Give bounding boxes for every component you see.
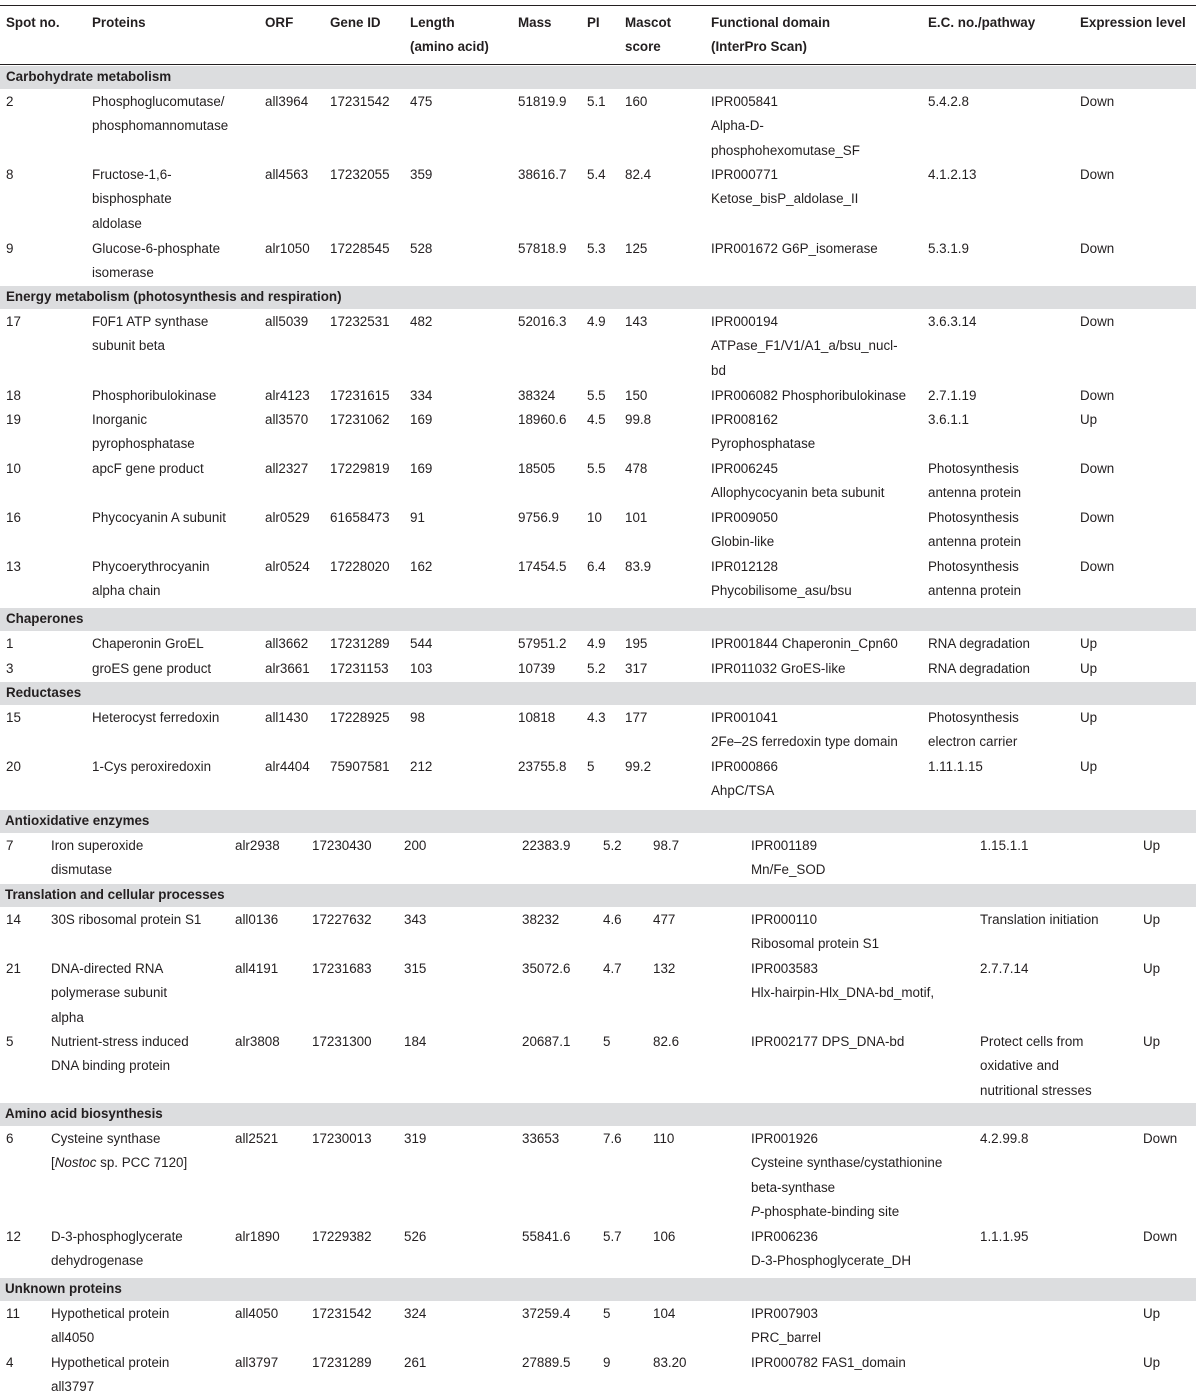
header-mascot: Mascot bbox=[625, 15, 672, 30]
ec-pathway: Photosynthesis bbox=[928, 710, 1019, 725]
functional-domain: IPR000866 bbox=[711, 759, 779, 774]
pi-value: 4.6 bbox=[603, 912, 622, 927]
ec-pathway: RNA degradation bbox=[928, 661, 1030, 676]
protein-name: dehydrogenase bbox=[51, 1253, 144, 1269]
pi-value: 10 bbox=[587, 510, 602, 525]
mascot-score-value: 99.8 bbox=[625, 412, 652, 427]
mascot-score-value: 160 bbox=[625, 94, 648, 109]
mascot-score-value: 82.4 bbox=[625, 167, 652, 182]
header-ec-pathway: E.C. no./pathway bbox=[928, 15, 1036, 30]
gene-id-value: 17231062 bbox=[330, 412, 390, 427]
ec-pathway: 1.15.1.1 bbox=[980, 838, 1029, 853]
length-value: 200 bbox=[404, 838, 427, 853]
expression-level: Up bbox=[1080, 661, 1098, 676]
functional-domain: Alpha-D- bbox=[711, 118, 764, 134]
mass-value: 51819.9 bbox=[518, 94, 567, 109]
orf-value: alr2938 bbox=[235, 838, 280, 853]
length-value: 526 bbox=[404, 1229, 427, 1244]
mass-value: 57818.9 bbox=[518, 241, 567, 256]
length-value: 475 bbox=[410, 94, 433, 109]
expression-level: Up bbox=[1080, 759, 1098, 774]
protein-name: F0F1 ATP synthase bbox=[92, 314, 209, 329]
mass-value: 55841.6 bbox=[522, 1229, 571, 1244]
protein-name: subunit beta bbox=[92, 338, 165, 354]
mascot-score-value: 101 bbox=[625, 510, 648, 525]
spot-number: 1 bbox=[6, 636, 14, 651]
length-value: 324 bbox=[404, 1306, 427, 1321]
gene-id-value: 17231683 bbox=[312, 961, 372, 976]
header-orf: ORF bbox=[265, 15, 294, 30]
gene-id-value: 17231300 bbox=[312, 1034, 372, 1049]
functional-domain: IPR001189 bbox=[751, 838, 818, 853]
pi-value: 5 bbox=[603, 1034, 611, 1049]
orf-value: alr0524 bbox=[265, 559, 310, 574]
functional-domain: PRC_barrel bbox=[751, 1330, 821, 1346]
functional-domain: D-3-Phosphoglycerate_DH bbox=[751, 1253, 912, 1269]
pi-value: 4.3 bbox=[587, 710, 606, 725]
mass-value: 52016.3 bbox=[518, 314, 567, 329]
protein-name: Fructose-1,6- bbox=[92, 167, 172, 182]
mascot-score-value: 177 bbox=[625, 710, 648, 725]
mascot-score-value: 317 bbox=[625, 661, 648, 676]
length-value: 359 bbox=[410, 167, 433, 182]
gene-id-value: 17228925 bbox=[330, 710, 390, 725]
functional-domain: IPR006245 bbox=[711, 461, 779, 476]
ec-pathway: Photosynthesis bbox=[928, 510, 1019, 525]
expression-level: Up bbox=[1143, 838, 1161, 853]
gene-id-value: 17231153 bbox=[330, 661, 389, 676]
section-title: Reductases bbox=[6, 685, 82, 700]
pi-value: 5 bbox=[603, 1306, 611, 1321]
orf-value: all5039 bbox=[265, 314, 309, 329]
mascot-score-value: 83.20 bbox=[653, 1355, 687, 1370]
protein-name: Inorganic bbox=[92, 412, 148, 427]
pi-value: 5 bbox=[587, 759, 595, 774]
mass-value: 57951.2 bbox=[518, 636, 567, 651]
ec-pathway: nutritional stresses bbox=[980, 1082, 1092, 1098]
expression-level: Down bbox=[1080, 94, 1115, 109]
spot-number: 15 bbox=[6, 710, 21, 725]
header-proteins: Proteins bbox=[92, 15, 146, 30]
protein-name: Phycocyanin A subunit bbox=[92, 510, 226, 525]
length-value: 98 bbox=[410, 710, 425, 725]
protein-name: phosphomannomutase bbox=[92, 118, 229, 134]
header-mascot-score: score bbox=[625, 39, 661, 54]
ec-pathway: 4.1.2.13 bbox=[928, 167, 977, 182]
section-title: Unknown proteins bbox=[5, 1281, 122, 1296]
gene-id-value: 17231542 bbox=[312, 1306, 372, 1321]
spot-number: 19 bbox=[6, 412, 21, 427]
mass-value: 10818 bbox=[518, 710, 556, 725]
functional-domain: Mn/Fe_SOD bbox=[751, 862, 826, 878]
gene-id-value: 17228020 bbox=[330, 559, 390, 574]
protein-name: D-3-phosphoglycerate bbox=[51, 1229, 183, 1244]
protein-name: Iron superoxide bbox=[51, 838, 144, 853]
gene-id-value: 17231542 bbox=[330, 94, 390, 109]
orf-value: all1430 bbox=[265, 710, 309, 725]
mascot-score-value: 150 bbox=[625, 388, 648, 403]
protein-name: isomerase bbox=[92, 265, 154, 281]
gene-id-value: 17229819 bbox=[330, 461, 390, 476]
orf-value: all3570 bbox=[265, 412, 309, 427]
orf-value: alr1890 bbox=[235, 1229, 280, 1244]
mass-value: 27889.5 bbox=[522, 1355, 571, 1370]
protein-name: alpha bbox=[51, 1009, 84, 1025]
section-title: Translation and cellular processes bbox=[5, 887, 225, 902]
functional-domain: IPR005841 bbox=[711, 94, 779, 109]
ec-pathway: 5.3.1.9 bbox=[928, 241, 969, 256]
protein-name: all4050 bbox=[51, 1330, 95, 1346]
spot-number: 18 bbox=[6, 388, 21, 403]
gene-id-value: 17232531 bbox=[330, 314, 390, 329]
mass-value: 17454.5 bbox=[518, 559, 567, 574]
orf-value: all2521 bbox=[235, 1131, 279, 1146]
functional-domain: IPR001041 bbox=[711, 710, 779, 725]
pi-value: 5.5 bbox=[587, 461, 606, 476]
pi-value: 7.6 bbox=[603, 1131, 622, 1146]
length-value: 169 bbox=[410, 412, 433, 427]
mascot-score-value: 132 bbox=[653, 961, 676, 976]
section-title: Energy metabolism (photosynthesis and respiration) bbox=[6, 289, 342, 304]
section-band bbox=[0, 66, 1196, 89]
functional-domain: Ribosomal protein S1 bbox=[751, 936, 880, 952]
orf-value: all3964 bbox=[265, 94, 309, 109]
length-value: 528 bbox=[410, 241, 433, 256]
pi-value: 5.5 bbox=[587, 388, 606, 403]
pi-value: 4.9 bbox=[587, 314, 606, 329]
expression-level: Down bbox=[1080, 241, 1115, 256]
header-spot-no: Spot no. bbox=[6, 15, 60, 30]
protein-name: Cysteine synthase bbox=[51, 1131, 161, 1146]
expression-level: Down bbox=[1080, 510, 1115, 525]
orf-value: all3797 bbox=[235, 1355, 279, 1370]
length-value: 162 bbox=[410, 559, 433, 574]
mascot-score-value: 110 bbox=[653, 1131, 675, 1146]
functional-domain: Ketose_bisP_aldolase_II bbox=[711, 191, 859, 207]
expression-level: Up bbox=[1080, 412, 1098, 427]
mass-value: 37259.4 bbox=[522, 1306, 571, 1321]
expression-level: Up bbox=[1143, 1355, 1161, 1370]
orf-value: all4563 bbox=[265, 167, 309, 182]
pi-value: 4.7 bbox=[603, 961, 622, 976]
section-band bbox=[0, 810, 1196, 833]
header-functional-domain: Functional domain bbox=[711, 15, 831, 30]
length-value: 91 bbox=[410, 510, 425, 525]
protein-name: dismutase bbox=[51, 862, 113, 878]
section-band bbox=[0, 682, 1196, 705]
protein-name: aldolase bbox=[92, 215, 142, 231]
gene-id-value: 61658473 bbox=[330, 510, 390, 525]
mascot-score-value: 104 bbox=[653, 1306, 676, 1321]
mascot-score-value: 195 bbox=[625, 636, 648, 651]
functional-domain: Cysteine synthase/cystathionine bbox=[751, 1155, 943, 1171]
ec-pathway: 1.1.1.95 bbox=[980, 1229, 1029, 1244]
mass-value: 18960.6 bbox=[518, 412, 567, 427]
protein-name: DNA binding protein bbox=[51, 1058, 171, 1074]
length-value: 184 bbox=[404, 1034, 427, 1049]
expression-level: Down bbox=[1080, 461, 1115, 476]
mascot-score-value: 477 bbox=[653, 912, 676, 927]
mascot-score-value: 143 bbox=[625, 314, 648, 329]
expression-level: Down bbox=[1080, 167, 1115, 182]
ec-pathway: antenna protein bbox=[928, 583, 1022, 599]
section-band bbox=[0, 608, 1196, 631]
gene-id-value: 17227632 bbox=[312, 912, 372, 927]
functional-domain: Pyrophosphatase bbox=[711, 436, 816, 452]
pi-value: 5.1 bbox=[587, 94, 606, 109]
spot-number: 17 bbox=[6, 314, 21, 329]
expression-level: Up bbox=[1143, 912, 1161, 927]
header-length-unit: (amino acid) bbox=[410, 39, 489, 54]
section-title: Antioxidative enzymes bbox=[5, 813, 150, 828]
spot-number: 10 bbox=[6, 461, 21, 476]
functional-domain: IPR011032 GroES-like bbox=[711, 661, 846, 676]
mascot-score-value: 106 bbox=[653, 1229, 676, 1244]
functional-domain: IPR012128 bbox=[711, 559, 779, 574]
spot-number: 11 bbox=[6, 1306, 20, 1321]
spot-number: 13 bbox=[6, 559, 21, 574]
ec-pathway: electron carrier bbox=[928, 734, 1018, 750]
ec-pathway: Translation initiation bbox=[980, 912, 1099, 927]
spot-number: 12 bbox=[6, 1229, 21, 1244]
protein-name: Heterocyst ferredoxin bbox=[92, 710, 220, 725]
spot-number: 16 bbox=[6, 510, 21, 525]
mass-value: 38324 bbox=[518, 388, 556, 403]
expression-level: Up bbox=[1143, 1306, 1161, 1321]
gene-id-value: 17231615 bbox=[330, 388, 390, 403]
spot-number: 20 bbox=[6, 759, 21, 774]
pi-value: 5.2 bbox=[603, 838, 622, 853]
orf-value: all4191 bbox=[235, 961, 279, 976]
protein-name: Hypothetical protein bbox=[51, 1355, 170, 1370]
spot-number: 3 bbox=[6, 661, 14, 676]
protein-name: 1-Cys peroxiredoxin bbox=[92, 759, 212, 774]
expression-level: Down bbox=[1080, 388, 1115, 403]
protein-name: polymerase subunit bbox=[51, 985, 168, 1001]
orf-value: alr4123 bbox=[265, 388, 310, 403]
pi-value: 6.4 bbox=[587, 559, 606, 574]
gene-id-value: 17231289 bbox=[312, 1355, 372, 1370]
mass-value: 23755.8 bbox=[518, 759, 567, 774]
gene-id-value: 17230013 bbox=[312, 1131, 372, 1146]
protein-name: Phosphoribulokinase bbox=[92, 388, 217, 403]
section-title: Amino acid biosynthesis bbox=[5, 1106, 163, 1121]
ec-pathway: RNA degradation bbox=[928, 636, 1030, 651]
mass-value: 35072.6 bbox=[522, 961, 571, 976]
protein-name: Glucose-6-phosphate bbox=[92, 241, 221, 256]
functional-domain: P-phosphate-binding site bbox=[751, 1204, 900, 1220]
ec-pathway: 3.6.3.14 bbox=[928, 314, 977, 329]
protein-name: DNA-directed RNA bbox=[51, 961, 164, 976]
functional-domain: IPR009050 bbox=[711, 510, 779, 525]
functional-domain: IPR001672 G6P_isomerase bbox=[711, 241, 878, 256]
protein-name: pyrophosphatase bbox=[92, 436, 195, 452]
length-value: 544 bbox=[410, 636, 433, 651]
gene-id-value: 75907581 bbox=[330, 759, 390, 774]
spot-number: 14 bbox=[6, 912, 21, 927]
orf-value: alr3808 bbox=[235, 1034, 280, 1049]
protein-name: alpha chain bbox=[92, 583, 161, 599]
functional-domain: IPR008162 bbox=[711, 412, 779, 427]
gene-id-value: 17229382 bbox=[312, 1229, 372, 1244]
functional-domain: Hlx-hairpin-Hlx_DNA-bd_motif, bbox=[751, 985, 935, 1001]
mass-value: 38616.7 bbox=[518, 167, 567, 182]
functional-domain: IPR000782 FAS1_domain bbox=[751, 1355, 906, 1370]
protein-name: bisphosphate bbox=[92, 191, 172, 207]
length-value: 343 bbox=[404, 912, 427, 927]
gene-id-value: 17230430 bbox=[312, 838, 372, 853]
orf-value: alr1050 bbox=[265, 241, 310, 256]
functional-domain: IPR007903 bbox=[751, 1306, 819, 1321]
functional-domain: IPR000771 bbox=[711, 167, 779, 182]
orf-value: alr4404 bbox=[265, 759, 310, 774]
pi-value: 5.3 bbox=[587, 241, 606, 256]
header-length: Length bbox=[410, 15, 455, 30]
ec-pathway: antenna protein bbox=[928, 534, 1022, 550]
header-interpro-scan: (InterPro Scan) bbox=[711, 39, 807, 54]
pi-value: 9 bbox=[603, 1355, 611, 1370]
header-gene-id: Gene ID bbox=[330, 15, 381, 30]
orf-value: alr3661 bbox=[265, 661, 310, 676]
functional-domain: IPR002177 DPS_DNA-bd bbox=[751, 1034, 905, 1049]
header-rule bbox=[0, 64, 1196, 65]
expression-level: Down bbox=[1143, 1229, 1178, 1244]
gene-id-value: 17231289 bbox=[330, 636, 390, 651]
expression-level: Down bbox=[1080, 559, 1115, 574]
functional-domain: IPR006236 bbox=[751, 1229, 819, 1244]
functional-domain: IPR001844 Chaperonin_Cpn60 bbox=[711, 636, 898, 651]
functional-domain: IPR000194 bbox=[711, 314, 779, 329]
functional-domain: ATPase_F1/V1/A1_a/bsu_nucl- bbox=[711, 338, 898, 354]
length-value: 261 bbox=[404, 1355, 427, 1370]
mass-value: 38232 bbox=[522, 912, 560, 927]
header-pi: PI bbox=[587, 15, 600, 30]
functional-domain: IPR000110 bbox=[751, 912, 818, 927]
ec-pathway: Photosynthesis bbox=[928, 461, 1019, 476]
length-value: 334 bbox=[410, 388, 433, 403]
orf-value: all4050 bbox=[235, 1306, 279, 1321]
spot-number: 9 bbox=[6, 241, 14, 256]
functional-domain: Allophycocyanin beta subunit bbox=[711, 485, 885, 501]
ec-pathway: 4.2.99.8 bbox=[980, 1131, 1029, 1146]
spot-number: 7 bbox=[6, 838, 14, 853]
spot-number: 21 bbox=[6, 961, 21, 976]
ec-pathway: antenna protein bbox=[928, 485, 1022, 501]
mascot-score-value: 99.2 bbox=[625, 759, 652, 774]
protein-name: Chaperonin GroEL bbox=[92, 636, 204, 651]
length-value: 103 bbox=[410, 661, 433, 676]
expression-level: Down bbox=[1143, 1131, 1178, 1146]
length-value: 212 bbox=[410, 759, 433, 774]
orf-value: alr0529 bbox=[265, 510, 310, 525]
functional-domain: IPR006082 Phosphoribulokinase bbox=[711, 388, 907, 403]
section-title: Carbohydrate metabolism bbox=[6, 69, 172, 84]
ec-pathway: 2.7.7.14 bbox=[980, 961, 1029, 976]
top-rule bbox=[0, 5, 1196, 6]
mascot-score-value: 125 bbox=[625, 241, 648, 256]
protein-name: 30S ribosomal protein S1 bbox=[51, 912, 202, 927]
pi-value: 4.9 bbox=[587, 636, 606, 651]
length-value: 169 bbox=[410, 461, 433, 476]
mass-value: 22383.9 bbox=[522, 838, 571, 853]
mass-value: 10739 bbox=[518, 661, 556, 676]
expression-level: Up bbox=[1080, 710, 1098, 725]
protein-name: groES gene product bbox=[92, 661, 212, 676]
pi-value: 4.5 bbox=[587, 412, 606, 427]
spot-number: 8 bbox=[6, 167, 14, 182]
ec-pathway: Photosynthesis bbox=[928, 559, 1019, 574]
protein-name: Phosphoglucomutase/ bbox=[92, 94, 225, 109]
mascot-score-value: 83.9 bbox=[625, 559, 652, 574]
section-band bbox=[0, 1278, 1196, 1301]
orf-value: all2327 bbox=[265, 461, 309, 476]
functional-domain: beta-synthase bbox=[751, 1179, 836, 1195]
pi-value: 5.2 bbox=[587, 661, 606, 676]
functional-domain: IPR001926 bbox=[751, 1131, 819, 1146]
expression-level: Up bbox=[1080, 636, 1098, 651]
spot-number: 4 bbox=[6, 1355, 14, 1370]
mass-value: 9756.9 bbox=[518, 510, 559, 525]
protein-name: [Nostoc sp. PCC 7120] bbox=[51, 1155, 188, 1171]
orf-value: all0136 bbox=[235, 912, 279, 927]
ec-pathway: 5.4.2.8 bbox=[928, 94, 969, 109]
spot-number: 2 bbox=[6, 94, 14, 109]
mascot-score-value: 478 bbox=[625, 461, 648, 476]
expression-level: Down bbox=[1080, 314, 1115, 329]
pi-value: 5.7 bbox=[603, 1229, 622, 1244]
functional-domain: bd bbox=[711, 362, 726, 378]
functional-domain: AhpC/TSA bbox=[711, 783, 775, 799]
gene-id-value: 17228545 bbox=[330, 241, 390, 256]
ec-pathway: 1.11.1.15 bbox=[928, 759, 983, 774]
protein-name: Phycoerythrocyanin bbox=[92, 559, 210, 574]
header-expression-level: Expression level bbox=[1080, 15, 1186, 30]
mass-value: 18505 bbox=[518, 461, 556, 476]
section-title: Chaperones bbox=[6, 611, 84, 626]
ec-pathway: 2.7.1.19 bbox=[928, 388, 977, 403]
mascot-score-value: 82.6 bbox=[653, 1034, 680, 1049]
functional-domain: Globin-like bbox=[711, 534, 775, 550]
functional-domain: 2Fe–2S ferredoxin type domain bbox=[711, 734, 898, 750]
expression-level: Up bbox=[1143, 961, 1161, 976]
length-value: 315 bbox=[404, 961, 427, 976]
header-mass: Mass bbox=[518, 15, 552, 30]
length-value: 319 bbox=[404, 1131, 427, 1146]
functional-domain: Phycobilisome_asu/bsu bbox=[711, 583, 852, 599]
ec-pathway: Protect cells from bbox=[980, 1034, 1084, 1049]
ec-pathway: oxidative and bbox=[980, 1058, 1059, 1074]
gene-id-value: 17232055 bbox=[330, 167, 390, 182]
mascot-score-value: 98.7 bbox=[653, 838, 680, 853]
protein-name: Hypothetical protein bbox=[51, 1306, 170, 1321]
pi-value: 5.4 bbox=[587, 167, 606, 182]
mass-value: 33653 bbox=[522, 1131, 560, 1146]
protein-name: Nutrient-stress induced bbox=[51, 1034, 189, 1049]
functional-domain: IPR003583 bbox=[751, 961, 819, 976]
functional-domain: phosphohexomutase_SF bbox=[711, 142, 860, 158]
section-band bbox=[0, 1103, 1196, 1126]
protein-name: all3797 bbox=[51, 1379, 95, 1395]
length-value: 482 bbox=[410, 314, 433, 329]
spot-number: 5 bbox=[6, 1034, 14, 1049]
ec-pathway: 3.6.1.1 bbox=[928, 412, 969, 427]
protein-name: apcF gene product bbox=[92, 461, 204, 476]
spot-number: 6 bbox=[6, 1131, 14, 1146]
orf-value: all3662 bbox=[265, 636, 309, 651]
mass-value: 20687.1 bbox=[522, 1034, 571, 1049]
expression-level: Up bbox=[1143, 1034, 1161, 1049]
